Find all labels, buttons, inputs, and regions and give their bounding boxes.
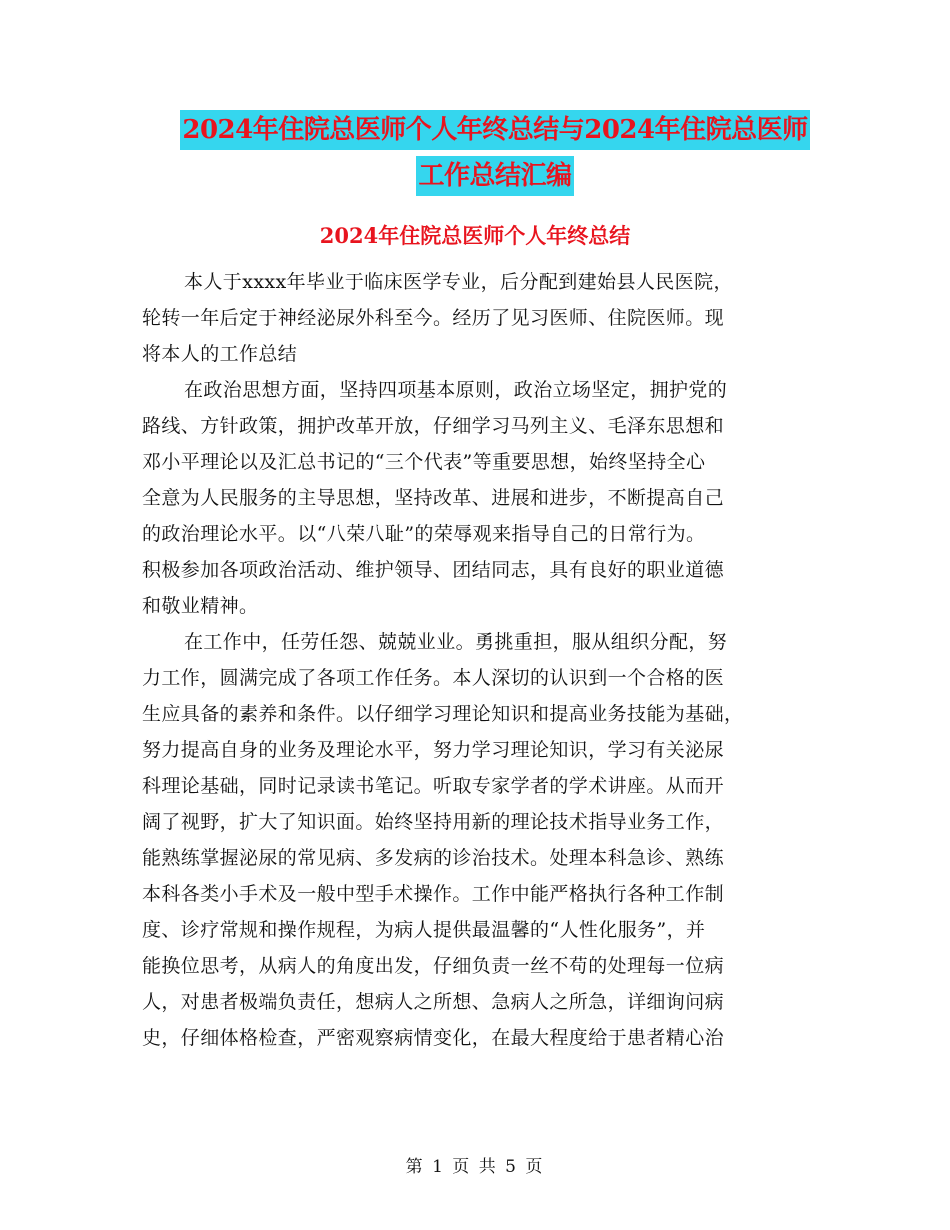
text-line: 路线、方针政策，拥护改革开放，仔细学习马列主义、毛泽东思想和 (142, 415, 725, 437)
document-title (140, 110, 850, 196)
text-line: 全意为人民服务的主导思想，坚持改革、进展和进步，不断提高自己 (142, 487, 725, 509)
text-line: 力工作，圆满完成了各项工作任务。本人深切的认识到一个合格的医 (142, 667, 725, 689)
text-line: 科理论基础，同时记录读书笔记。听取专家学者的学术讲座。从而开 (142, 775, 725, 797)
text-line: 人，对患者极端负责任，想病人之所想、急病人之所急，详细询问病 (142, 991, 725, 1013)
text-line: 本人于xxxx年毕业于临床医学专业，后分配到建始县人民医院， (184, 271, 733, 293)
title-line-2: 工作总结汇编 (416, 156, 573, 196)
section-title: 2024年住院总医师个人年终总结 (319, 223, 631, 248)
text-line: 的政治理论水平。以“八荣八耻”的荣辱观来指导自己的日常行为。 (142, 523, 706, 545)
text-line: 本科各类小手术及一般中型手术操作。工作中能严格执行各种工作制 (142, 883, 725, 905)
text-line: 能熟练掌握泌尿的常见病、多发病的诊治技术。处理本科急诊、熟练 (142, 847, 725, 869)
title-line-1: 2024年住院总医师个人年终总结与2024年住院总医师 (180, 110, 809, 150)
text-line: 在工作中，任劳任怨、兢兢业业。勇挑重担，服从组织分配，努 (184, 631, 728, 653)
page-footer: 第 1 页 共 5 页 (405, 1157, 545, 1177)
text-line: 度、诊疗常规和操作规程，为病人提供最温馨的“人性化服务”，并 (142, 919, 706, 941)
text-line: 能换位思考，从病人的角度出发，仔细负责一丝不苟的处理每一位病 (142, 955, 725, 977)
text-line: 努力提高自身的业务及理论水平，努力学习理论知识，学习有关泌尿 (142, 739, 725, 761)
text-line: 邓小平理论以及汇总书记的“三个代表”等重要思想，始终坚持全心 (142, 451, 706, 473)
text-line: 在政治思想方面，坚持四项基本原则，政治立场坚定，拥护党的 (184, 379, 728, 401)
text-line: 将本人的工作总结 (142, 343, 298, 365)
text-line: 和敬业精神。 (142, 595, 259, 617)
body-text (142, 264, 802, 1056)
text-line: 轮转一年后定于神经泌尿外科至今。经历了见习医师、住院医师。现 (142, 307, 725, 329)
text-line: 阔了视野，扩大了知识面。始终坚持用新的理论技术指导业务工作， (142, 811, 725, 833)
text-line: 史，仔细体格检查，严密观察病情变化，在最大程度给于患者精心治 (142, 1027, 725, 1049)
text-line: 积极参加各项政治活动、维护领导、团结同志，具有良好的职业道德 (142, 559, 725, 581)
text-line: 生应具备的素养和条件。以仔细学习理论知识和提高业务技能为基础， (142, 703, 744, 725)
